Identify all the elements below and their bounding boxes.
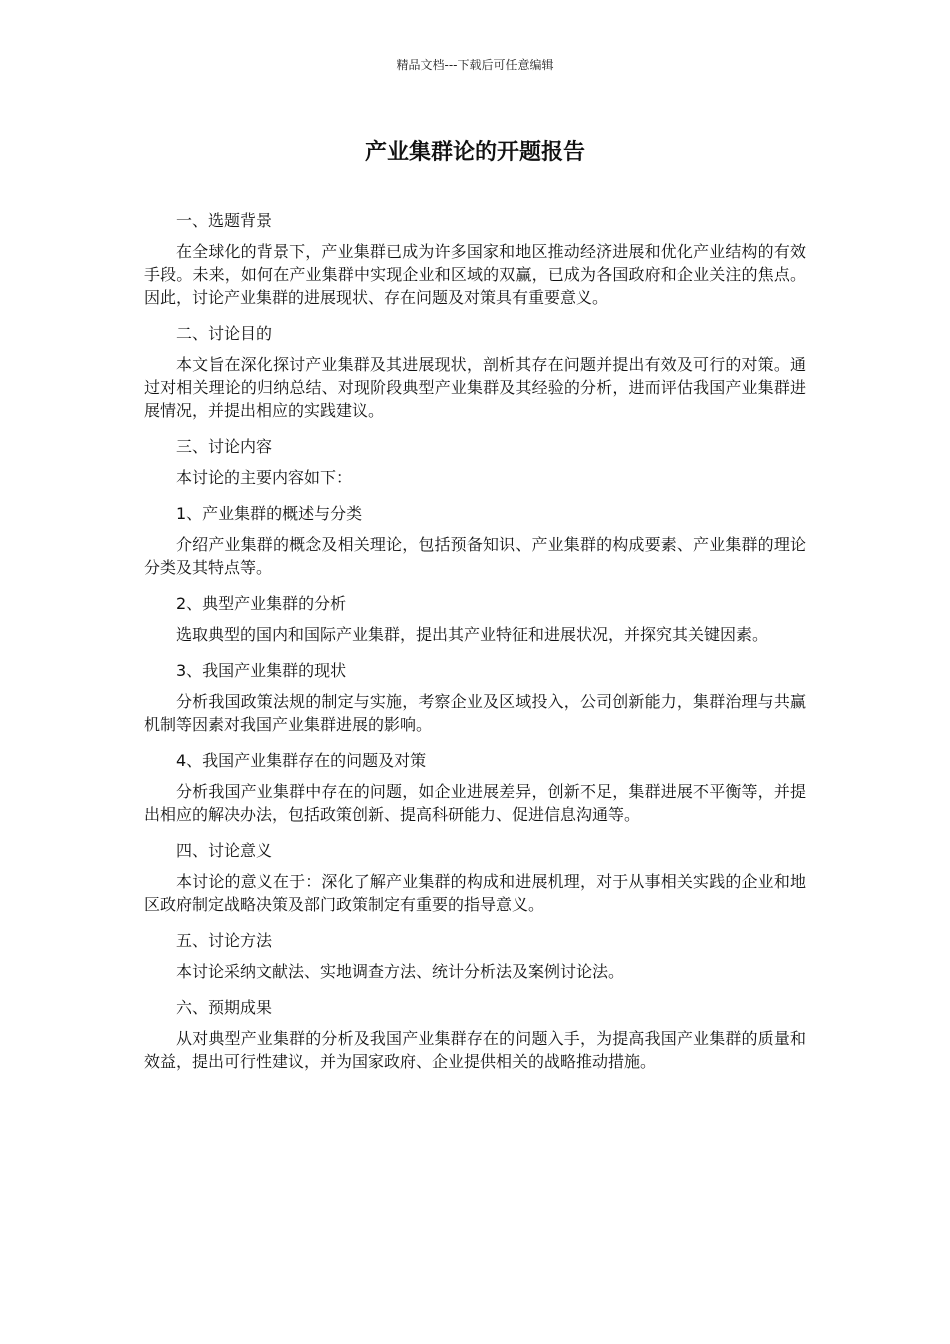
- section-heading: 二、讨论目的: [176, 324, 273, 343]
- section-heading: 四、讨论意义: [176, 841, 273, 860]
- body-paragraph: 本讨论的主要内容如下：: [176, 468, 353, 487]
- body-paragraph: 分析我国政策法规的制定与实施，考察企业及区域投入，公司创新能力，集群治理与共赢机制等因素对我国产业集群进展的影响。: [144, 692, 806, 734]
- subsection-heading: 4、我国产业集群存在的问题及对策: [176, 751, 427, 770]
- body-paragraph: 选取典型的国内和国际产业集群，提出其产业特征和进展状况，并探究其关键因素。: [176, 625, 769, 644]
- body-paragraph: 从对典型产业集群的分析及我国产业集群存在的问题入手，为提高我国产业集群的质量和效益，提出可行性建议，并为国家政府、企业提供相关的战略推动措施。: [144, 1029, 806, 1071]
- subsection-heading: 1、产业集群的概述与分类: [176, 504, 363, 523]
- body-paragraph: 在全球化的背景下，产业集群已成为许多国家和地区推动经济进展和优化产业结构的有效手段。未来，如何在产业集群中实现企业和区域的双赢，已成为各国政府和企业关注的焦点。因此，讨论产业集群的进展现状、存在问题及对策具有重要意义。: [144, 242, 806, 307]
- subsection-heading: 2、典型产业集群的分析: [176, 594, 347, 613]
- section-heading: 六、预期成果: [176, 998, 273, 1017]
- body-paragraph: 本讨论的意义在于：深化了解产业集群的构成和进展机理，对于从事相关实践的企业和地区政府制定战略决策及部门政策制定有重要的指导意义。: [144, 872, 806, 914]
- document-body: [144, 209, 806, 1086]
- body-paragraph: 介绍产业集群的概念及相关理论，包括预备知识、产业集群的构成要素、产业集群的理论分类及其特点等。: [144, 535, 806, 577]
- header-note: 精品文档---下载后可任意编辑: [396, 58, 554, 72]
- body-paragraph: 本讨论采纳文献法、实地调查方法、统计分析法及案例讨论法。: [176, 962, 625, 981]
- document-title: 产业集群论的开题报告: [364, 140, 585, 165]
- body-paragraph: 本文旨在深化探讨产业集群及其进展现状，剖析其存在问题并提出有效及可行的对策。通过对相关理论的归纳总结、对现阶段典型产业集群及其经验的分析，进而评估我国产业集群进展情况，并提出相应的实践建议。: [144, 355, 806, 420]
- section-heading: 五、讨论方法: [176, 931, 273, 950]
- section-heading: 一、选题背景: [176, 211, 273, 230]
- subsection-heading: 3、我国产业集群的现状: [176, 661, 347, 680]
- section-heading: 三、讨论内容: [176, 437, 273, 456]
- body-paragraph: 分析我国产业集群中存在的问题，如企业进展差异，创新不足，集群进展不平衡等，并提出相应的解决办法，包括政策创新、提高科研能力、促进信息沟通等。: [144, 782, 806, 824]
